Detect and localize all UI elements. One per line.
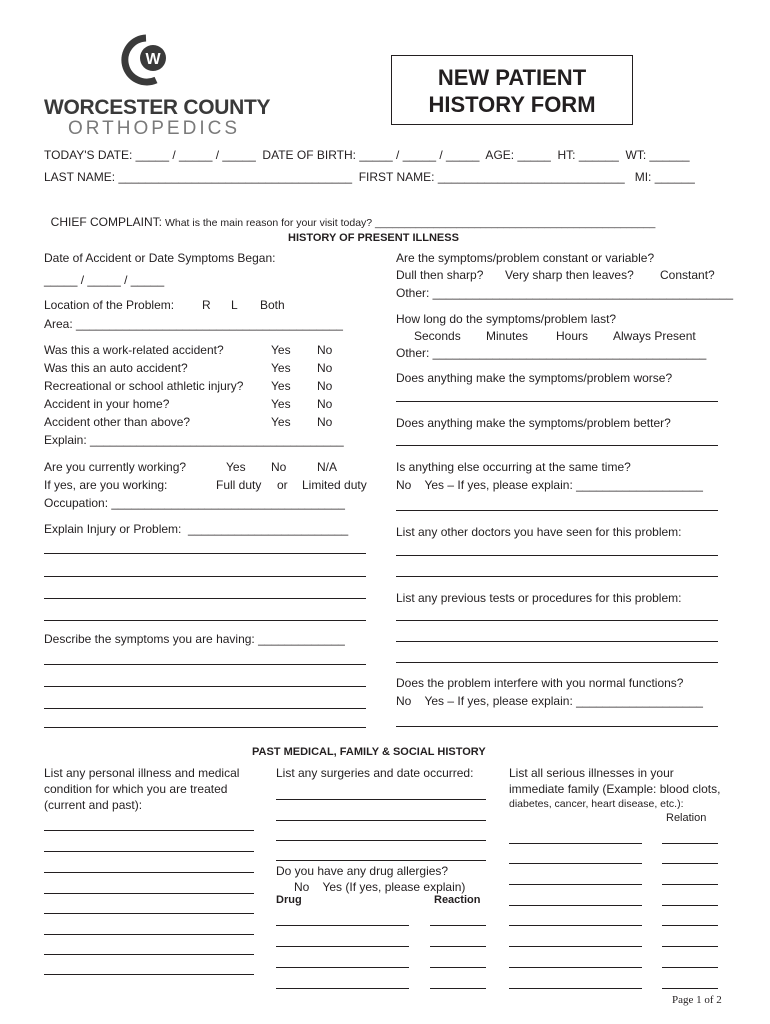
- accident-no-1[interactable]: No: [317, 361, 333, 375]
- explain-injury-line[interactable]: [44, 553, 366, 554]
- full-duty-option[interactable]: Full duty: [216, 478, 262, 492]
- accident-no-2[interactable]: No: [317, 379, 333, 393]
- accident-yes-3[interactable]: Yes: [271, 397, 291, 411]
- accident-date-label: Date of Accident or Date Symptoms Began:: [44, 251, 276, 265]
- duration-question: How long do the symptoms/problem last?: [396, 312, 617, 326]
- personal-illness-label-3: (current and past):: [44, 798, 143, 812]
- drug-line[interactable]: [276, 946, 409, 947]
- reaction-line[interactable]: [430, 967, 486, 968]
- better-question: Does anything make the symptoms/problem better?: [396, 416, 671, 430]
- personal-illness-line[interactable]: [44, 872, 254, 873]
- drug-line[interactable]: [276, 967, 409, 968]
- logo: [44, 34, 271, 144]
- explain-injury-line[interactable]: [44, 576, 366, 577]
- describe-symptoms-line[interactable]: [44, 686, 366, 687]
- location-option-r[interactable]: R: [202, 298, 211, 312]
- explain-field[interactable]: Explain: ______________________________________: [44, 433, 344, 447]
- accident-no-3[interactable]: No: [317, 397, 333, 411]
- logo-name: WORCESTER COUNTY: [44, 96, 271, 119]
- duration-seconds[interactable]: Seconds: [414, 329, 461, 343]
- family-illness-line[interactable]: [509, 946, 642, 947]
- drug-column-header: Drug: [276, 894, 302, 906]
- dull-sharp-option[interactable]: Dull then sharp?: [396, 268, 484, 282]
- interfere-answer[interactable]: No Yes – If yes, please explain: ___________________: [396, 694, 703, 708]
- relation-line[interactable]: [662, 967, 718, 968]
- accident-question-0: Was this a work-related accident?: [44, 343, 224, 357]
- location-option-both[interactable]: Both: [260, 298, 285, 312]
- interfere-answer-line[interactable]: [396, 726, 718, 727]
- surgeries-line[interactable]: [276, 799, 486, 800]
- surgeries-label: List any surgeries and date occurred:: [276, 766, 474, 780]
- form-title-box: [391, 55, 633, 125]
- describe-symptoms-label[interactable]: Describe the symptoms you are having: _____________: [44, 632, 345, 646]
- family-illness-label-3: diabetes, cancer, heart disease, etc.):: [509, 798, 684, 810]
- family-illness-line[interactable]: [509, 843, 642, 844]
- header-dates-row[interactable]: TODAY'S DATE: _____ / _____ / _____ DATE OF BIRTH: _____ / _____ / _____ AGE: _____ HT: ______ WT: ______: [44, 148, 690, 162]
- family-illness-label-1: List all serious illnesses in your: [509, 766, 674, 780]
- family-illness-label-2: [509, 782, 720, 796]
- explain-injury-line[interactable]: [44, 620, 366, 621]
- reaction-line[interactable]: [430, 946, 486, 947]
- header-name-row[interactable]: LAST NAME: ___________________________________ FIRST NAME: ____________________________ MI: ______: [44, 170, 695, 184]
- location-label: Location of the Problem:: [44, 298, 175, 312]
- explain-injury-line[interactable]: [44, 598, 366, 599]
- very-sharp-option[interactable]: Very sharp then leaves?: [505, 268, 634, 282]
- hpi-heading: HISTORY OF PRESENT ILLNESS: [288, 232, 459, 244]
- area-field[interactable]: Area: ________________________________________: [44, 317, 343, 331]
- chief-complaint-label: CHIEF COMPLAINT:: [50, 215, 163, 229]
- personal-illness-line[interactable]: [44, 954, 254, 955]
- limited-duty-option[interactable]: Limited duty: [302, 478, 367, 492]
- personal-illness-line[interactable]: [44, 974, 254, 975]
- personal-illness-line[interactable]: [44, 830, 254, 831]
- tests-answer-line[interactable]: [396, 662, 718, 663]
- explain-injury-label[interactable]: Explain Injury or Problem: ________________________: [44, 522, 349, 536]
- accident-yes-2[interactable]: Yes: [271, 379, 291, 393]
- describe-symptoms-line[interactable]: [44, 664, 366, 665]
- working-question: Are you currently working?: [44, 460, 187, 474]
- relation-line[interactable]: [662, 843, 718, 844]
- family-illness-line[interactable]: [509, 905, 642, 906]
- form-title-line1: NEW PATIENT: [437, 65, 587, 90]
- allergy-answer[interactable]: No Yes (If yes, please explain): [294, 880, 466, 894]
- logo-subname: ORTHOPEDICS: [68, 118, 241, 139]
- describe-symptoms-line[interactable]: [44, 708, 366, 709]
- reaction-column-header: Reaction: [434, 894, 481, 906]
- worse-question: Does anything make the symptoms/problem worse?: [396, 371, 673, 385]
- personal-illness-line[interactable]: [44, 851, 254, 852]
- reaction-line[interactable]: [430, 988, 486, 989]
- doctors-answer-line[interactable]: [396, 555, 718, 556]
- else-question: Is anything else occurring at the same time?: [396, 460, 631, 474]
- surgeries-line[interactable]: [276, 820, 486, 821]
- working-na[interactable]: N/A: [317, 460, 338, 474]
- constant-option[interactable]: Constant?: [660, 268, 715, 282]
- constant-other-field[interactable]: Other: _____________________________________________: [396, 286, 734, 300]
- accident-yes-0[interactable]: Yes: [271, 343, 291, 357]
- personal-illness-line[interactable]: [44, 893, 254, 894]
- tests-answer-line[interactable]: [396, 641, 718, 642]
- working-yes[interactable]: Yes: [226, 460, 246, 474]
- location-option-l[interactable]: L: [231, 298, 238, 312]
- page-number: Page 1 of 2: [672, 994, 722, 1006]
- tests-answer-line[interactable]: [396, 620, 718, 621]
- doctors-answer-line[interactable]: [396, 576, 718, 577]
- surgeries-line[interactable]: [276, 860, 486, 861]
- relation-line[interactable]: [662, 884, 718, 885]
- duration-always[interactable]: Always Present: [613, 329, 696, 343]
- relation-line[interactable]: [662, 925, 718, 926]
- describe-symptoms-line[interactable]: [44, 727, 366, 728]
- family-illness-line[interactable]: [509, 925, 642, 926]
- drug-line[interactable]: [276, 988, 409, 989]
- svg-text:W: W: [145, 51, 161, 68]
- else-answer-line[interactable]: [396, 510, 718, 511]
- allergy-question: Do you have any drug allergies?: [276, 864, 449, 878]
- accident-question-1: Was this an auto accident?: [44, 361, 188, 375]
- family-illness-line[interactable]: [509, 884, 642, 885]
- accident-no-4[interactable]: No: [317, 415, 333, 429]
- pmh-heading: PAST MEDICAL, FAMILY & SOCIAL HISTORY: [252, 746, 486, 758]
- else-answer[interactable]: No Yes – If yes, please explain: ___________________: [396, 478, 703, 492]
- family-illness-line[interactable]: [509, 967, 642, 968]
- tests-question: List any previous tests or procedures for this problem:: [396, 591, 682, 605]
- logo-mark-icon: [116, 34, 176, 90]
- personal-illness-label-2: condition for which you are treated: [44, 782, 228, 796]
- worse-answer-line[interactable]: [396, 401, 718, 402]
- accident-question-4: Accident other than above?: [44, 415, 191, 429]
- form-title-line2: HISTORY FORM: [428, 92, 596, 117]
- accident-question-2: Recreational or school athletic injury?: [44, 379, 244, 393]
- accident-yes-4[interactable]: Yes: [271, 415, 291, 429]
- personal-illness-line[interactable]: [44, 913, 254, 914]
- accident-question-3: Accident in your home?: [44, 397, 170, 411]
- constant-question: Are the symptoms/problem constant or variable?: [396, 251, 655, 265]
- family-illness-line[interactable]: [509, 988, 642, 989]
- working-no[interactable]: No: [271, 460, 287, 474]
- personal-illness-label-1: List any personal illness and medical: [44, 766, 240, 780]
- surgeries-line[interactable]: [276, 840, 486, 841]
- better-answer-line[interactable]: [396, 445, 718, 446]
- family-illness-line[interactable]: [509, 863, 642, 864]
- doctors-question: List any other doctors you have seen for this problem:: [396, 525, 682, 539]
- personal-illness-line[interactable]: [44, 934, 254, 935]
- duty-or: or: [277, 478, 288, 492]
- relation-line[interactable]: [662, 988, 718, 989]
- interfere-question: Does the problem interfere with you normal functions?: [396, 676, 684, 690]
- drug-line[interactable]: [276, 925, 409, 926]
- chief-complaint-question: What is the main reason for your visit today? ________________________________________________: [162, 217, 656, 229]
- chief-complaint-row[interactable]: [44, 201, 655, 229]
- occupation-field[interactable]: Occupation: ___________________________________: [44, 496, 345, 510]
- duration-minutes[interactable]: Minutes: [486, 329, 529, 343]
- duration-hours[interactable]: Hours: [556, 329, 589, 343]
- accident-no-0[interactable]: No: [317, 343, 333, 357]
- relation-line[interactable]: [662, 863, 718, 864]
- family-illness-label-2-text: immediate family (Example: blood clots,: [509, 782, 721, 796]
- relation-column-header: Relation: [666, 812, 707, 824]
- working-type-question: If yes, are you working:: [44, 478, 168, 492]
- accident-date-field[interactable]: _____ / _____ / _____: [44, 273, 165, 287]
- duration-other-field[interactable]: Other: _________________________________________: [396, 346, 707, 360]
- relation-line[interactable]: [662, 946, 718, 947]
- reaction-line[interactable]: [430, 925, 486, 926]
- accident-yes-1[interactable]: Yes: [271, 361, 291, 375]
- relation-line[interactable]: [662, 905, 718, 906]
